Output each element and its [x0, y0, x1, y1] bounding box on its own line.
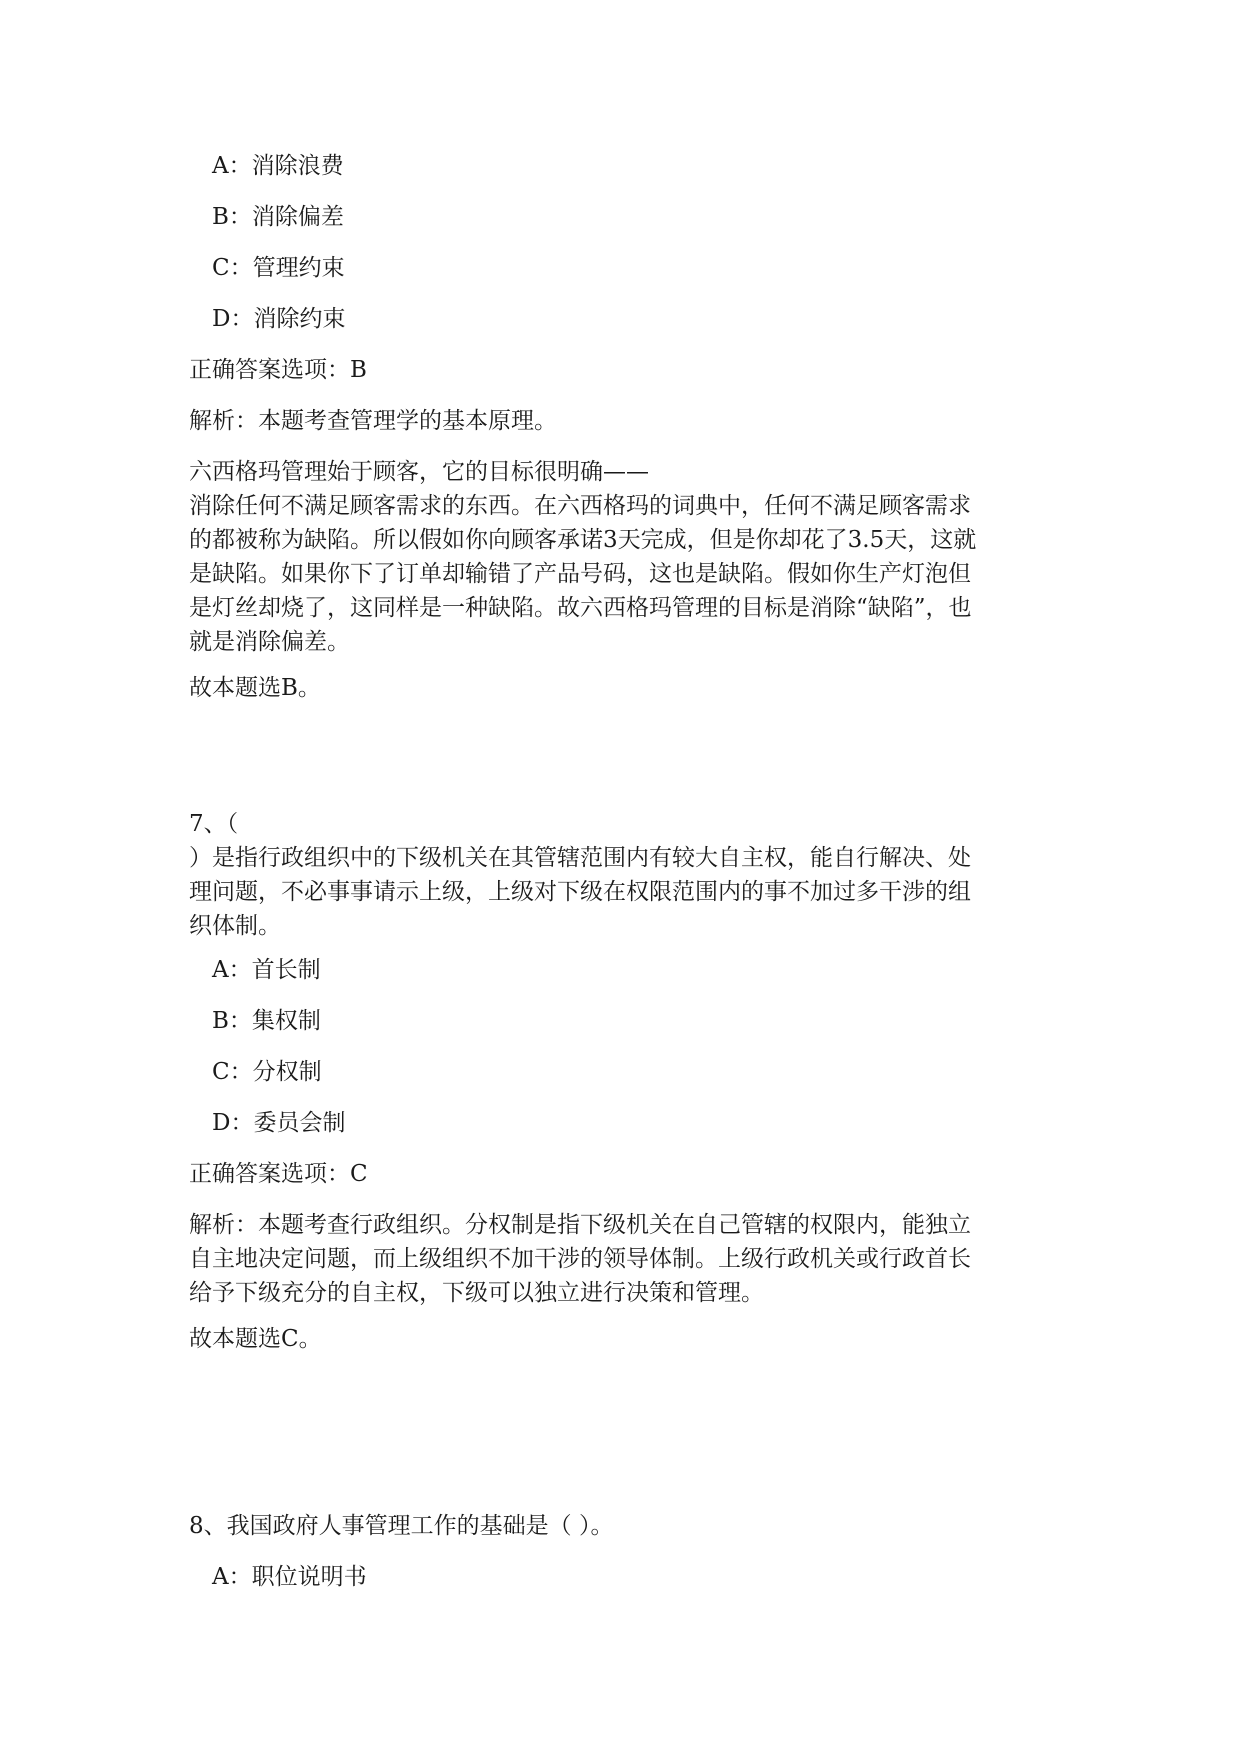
option-letter: A [212, 1564, 229, 1590]
option-text: 消除偏差 [251, 204, 344, 230]
analysis-line: 给予下级充分的自主权，下级可以独立进行决策和管理。 [189, 1280, 764, 1306]
analysis-line: 是灯丝却烧了，这同样是一种缺陷。故六西格玛管理的目标是消除“缺陷”，也 [189, 595, 972, 621]
option-letter: A [212, 957, 229, 983]
option-text: 消除浪费 [251, 153, 344, 179]
analysis-line: 自主地决定问题，而上级组织不加干涉的领导体制。上级行政机关或行政首长 [189, 1246, 971, 1272]
option-text: 管理约束 [252, 255, 345, 281]
question-stem-line: ）是指行政组织中的下级机关在其管辖范围内有较大自主权，能自行解决、处 [189, 845, 971, 871]
analysis-line: 消除任何不满足顾客需求的东西。在六西格玛的词典中，任何不满足顾客需求 [189, 493, 971, 519]
q6-option-a: A：消除浪费 [212, 153, 344, 179]
q8-stem: 8、我国政府人事管理工作的基础是（ ）。 [189, 1513, 614, 1539]
q6-answer: 正确答案选项：B [189, 357, 367, 383]
q7-option-a: A：首长制 [212, 957, 321, 983]
q6-conclusion: 故本题选B。 [189, 675, 321, 701]
option-letter: D [212, 306, 231, 332]
option-letter: A [212, 153, 229, 179]
question-stem-line: 织体制。 [189, 913, 281, 939]
q7-answer: 正确答案选项：C [189, 1161, 368, 1187]
option-letter: B [212, 204, 229, 230]
option-text: 分权制 [252, 1059, 322, 1085]
q7-conclusion: 故本题选C。 [189, 1326, 322, 1352]
q6-option-c: C：管理约束 [212, 255, 345, 281]
option-letter: C [212, 1059, 230, 1085]
q8-option-a: A：职位说明书 [212, 1564, 367, 1590]
q7-option-d: D：委员会制 [212, 1110, 346, 1136]
analysis-line: 的都被称为缺陷。所以假如你向顾客承诺3天完成，但是你却花了3.5天，这就 [189, 527, 977, 553]
q7-analysis-paragraph [189, 1208, 1069, 1310]
option-letter: D [212, 1110, 231, 1136]
option-letter: C [212, 255, 230, 281]
analysis-line: 就是消除偏差。 [189, 629, 350, 655]
q6-option-b: B：消除偏差 [212, 204, 344, 230]
analysis-line: 解析：本题考查行政组织。分权制是指下级机关在自己管辖的权限内，能独立 [189, 1212, 971, 1238]
q6-analysis-paragraph [189, 455, 1069, 659]
question-stem-line: 7、（ [189, 811, 239, 837]
q6-option-d: D：消除约束 [212, 306, 346, 332]
analysis-line: 六西格玛管理始于顾客，它的目标很明确—— [189, 459, 649, 485]
option-letter: B [212, 1008, 229, 1034]
option-text: 集权制 [251, 1008, 321, 1034]
q7-option-b: B：集权制 [212, 1008, 321, 1034]
q7-option-c: C：分权制 [212, 1059, 322, 1085]
option-text: 委员会制 [253, 1110, 346, 1136]
question-stem-line: 理问题，不必事事请示上级，上级对下级在权限范围内的事不加过多干涉的组 [189, 879, 971, 905]
q7-stem [189, 807, 1069, 943]
option-text: 首长制 [251, 957, 321, 983]
option-text: 消除约束 [253, 306, 346, 332]
analysis-line: 是缺陷。如果你下了订单却输错了产品号码，这也是缺陷。假如你生产灯泡但 [189, 561, 971, 587]
option-text: 职位说明书 [251, 1564, 367, 1590]
q6-analysis-intro: 解析：本题考查管理学的基本原理。 [189, 408, 557, 434]
